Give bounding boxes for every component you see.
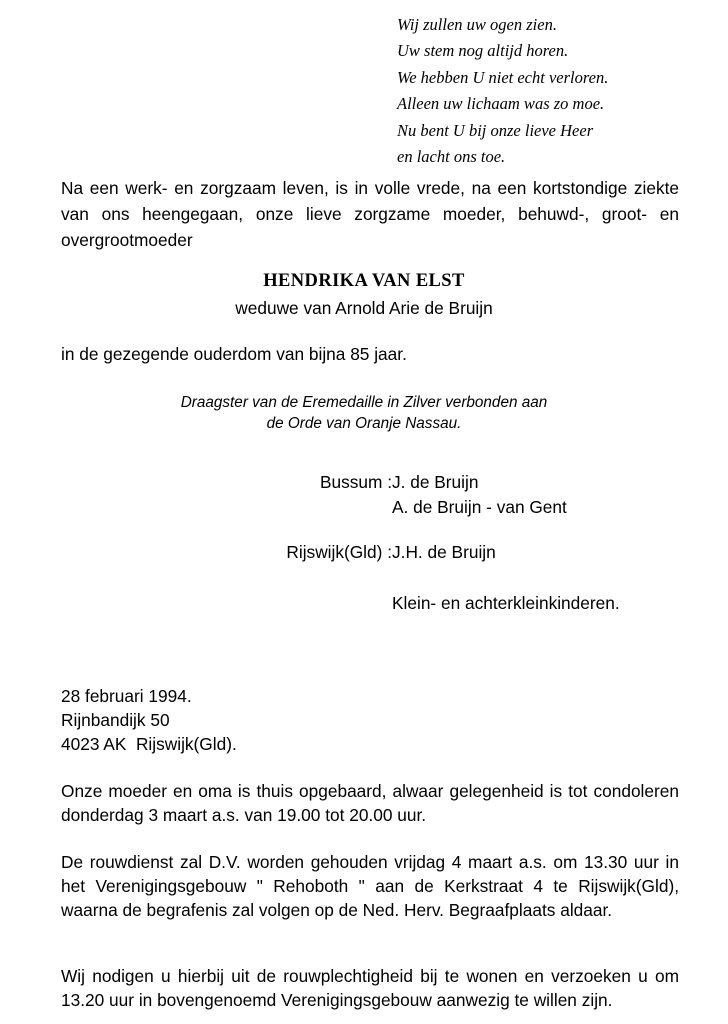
medal-line-1: Draagster van de Eremedaille in Zilver verbonden aan — [180, 394, 548, 411]
poem-line: We hebben U niet echt verloren. — [397, 67, 609, 87]
grandchildren: Klein- en achterkleinkinderen. — [392, 593, 620, 613]
deceased-name: HENDRIKA VAN ELST — [263, 271, 465, 291]
relative-name: J.H. de Bruijn — [392, 542, 496, 562]
city: 4023 AK Rijswijk(Gld). — [61, 734, 237, 754]
medal-line-2: de Orde van Oranje Nassau. — [266, 415, 462, 432]
condolence-paragraph: Onze moeder en oma is thuis opgebaard, alwaar gelegenheid is tot condoleren donderdag 3 maart a.s. van 19.00 tot 20.00 uur. — [61, 781, 679, 825]
widow-of: weduwe van Arnold Arie de Bruijn — [235, 298, 493, 318]
invitation-paragraph: Wij nodigen u hierbij uit de rouwplechtigheid bij te wonen en verzoeken u om 13.20 uur in bovengenoemd Verenigingsgebouw aanwezig te willen zijn. — [61, 966, 679, 1010]
poem-line: Nu bent U bij onze lieve Heer — [397, 120, 594, 140]
date: 28 februari 1994. — [61, 686, 192, 706]
relative-name: J. de Bruijn — [392, 472, 479, 492]
address-block — [61, 684, 237, 756]
intro-paragraph: Na een werk- en zorgzaam leven, is in volle vrede, na een kortstondige ziekte van ons heengegaan, onze lieve zorgzame moeder, behuwd-, groot- en overgrootmoeder — [61, 178, 679, 250]
poem — [397, 12, 717, 170]
age-line: in de gezegende ouderdom van bijna 85 jaar. — [61, 344, 407, 364]
poem-line: Alleen uw lichaam was zo moe. — [397, 94, 605, 114]
relative-name: A. de Bruijn - van Gent — [392, 497, 567, 517]
medal-text — [0, 392, 728, 434]
poem-line: Uw stem nog altijd horen. — [397, 41, 569, 61]
service-paragraph: De rouwdienst zal D.V. worden gehouden vrijdag 4 maart a.s. om 13.30 uur in het Verenigingsgebouw " Rehoboth " aan de Kerkstraat 4 te Rijswijk(Gld), waarna de begrafenis zal volgen op de Ned. Herv. Begraafplaats aldaar. — [61, 852, 679, 920]
street: Rijnbandijk 50 — [61, 710, 170, 730]
poem-line: Wij zullen uw ogen zien. — [397, 15, 557, 34]
poem-line: en lacht ons toe. — [397, 147, 506, 167]
place-rijswijk: Rijswijk(Gld) : — [286, 542, 392, 562]
place-bussum: Bussum : — [319, 472, 392, 492]
